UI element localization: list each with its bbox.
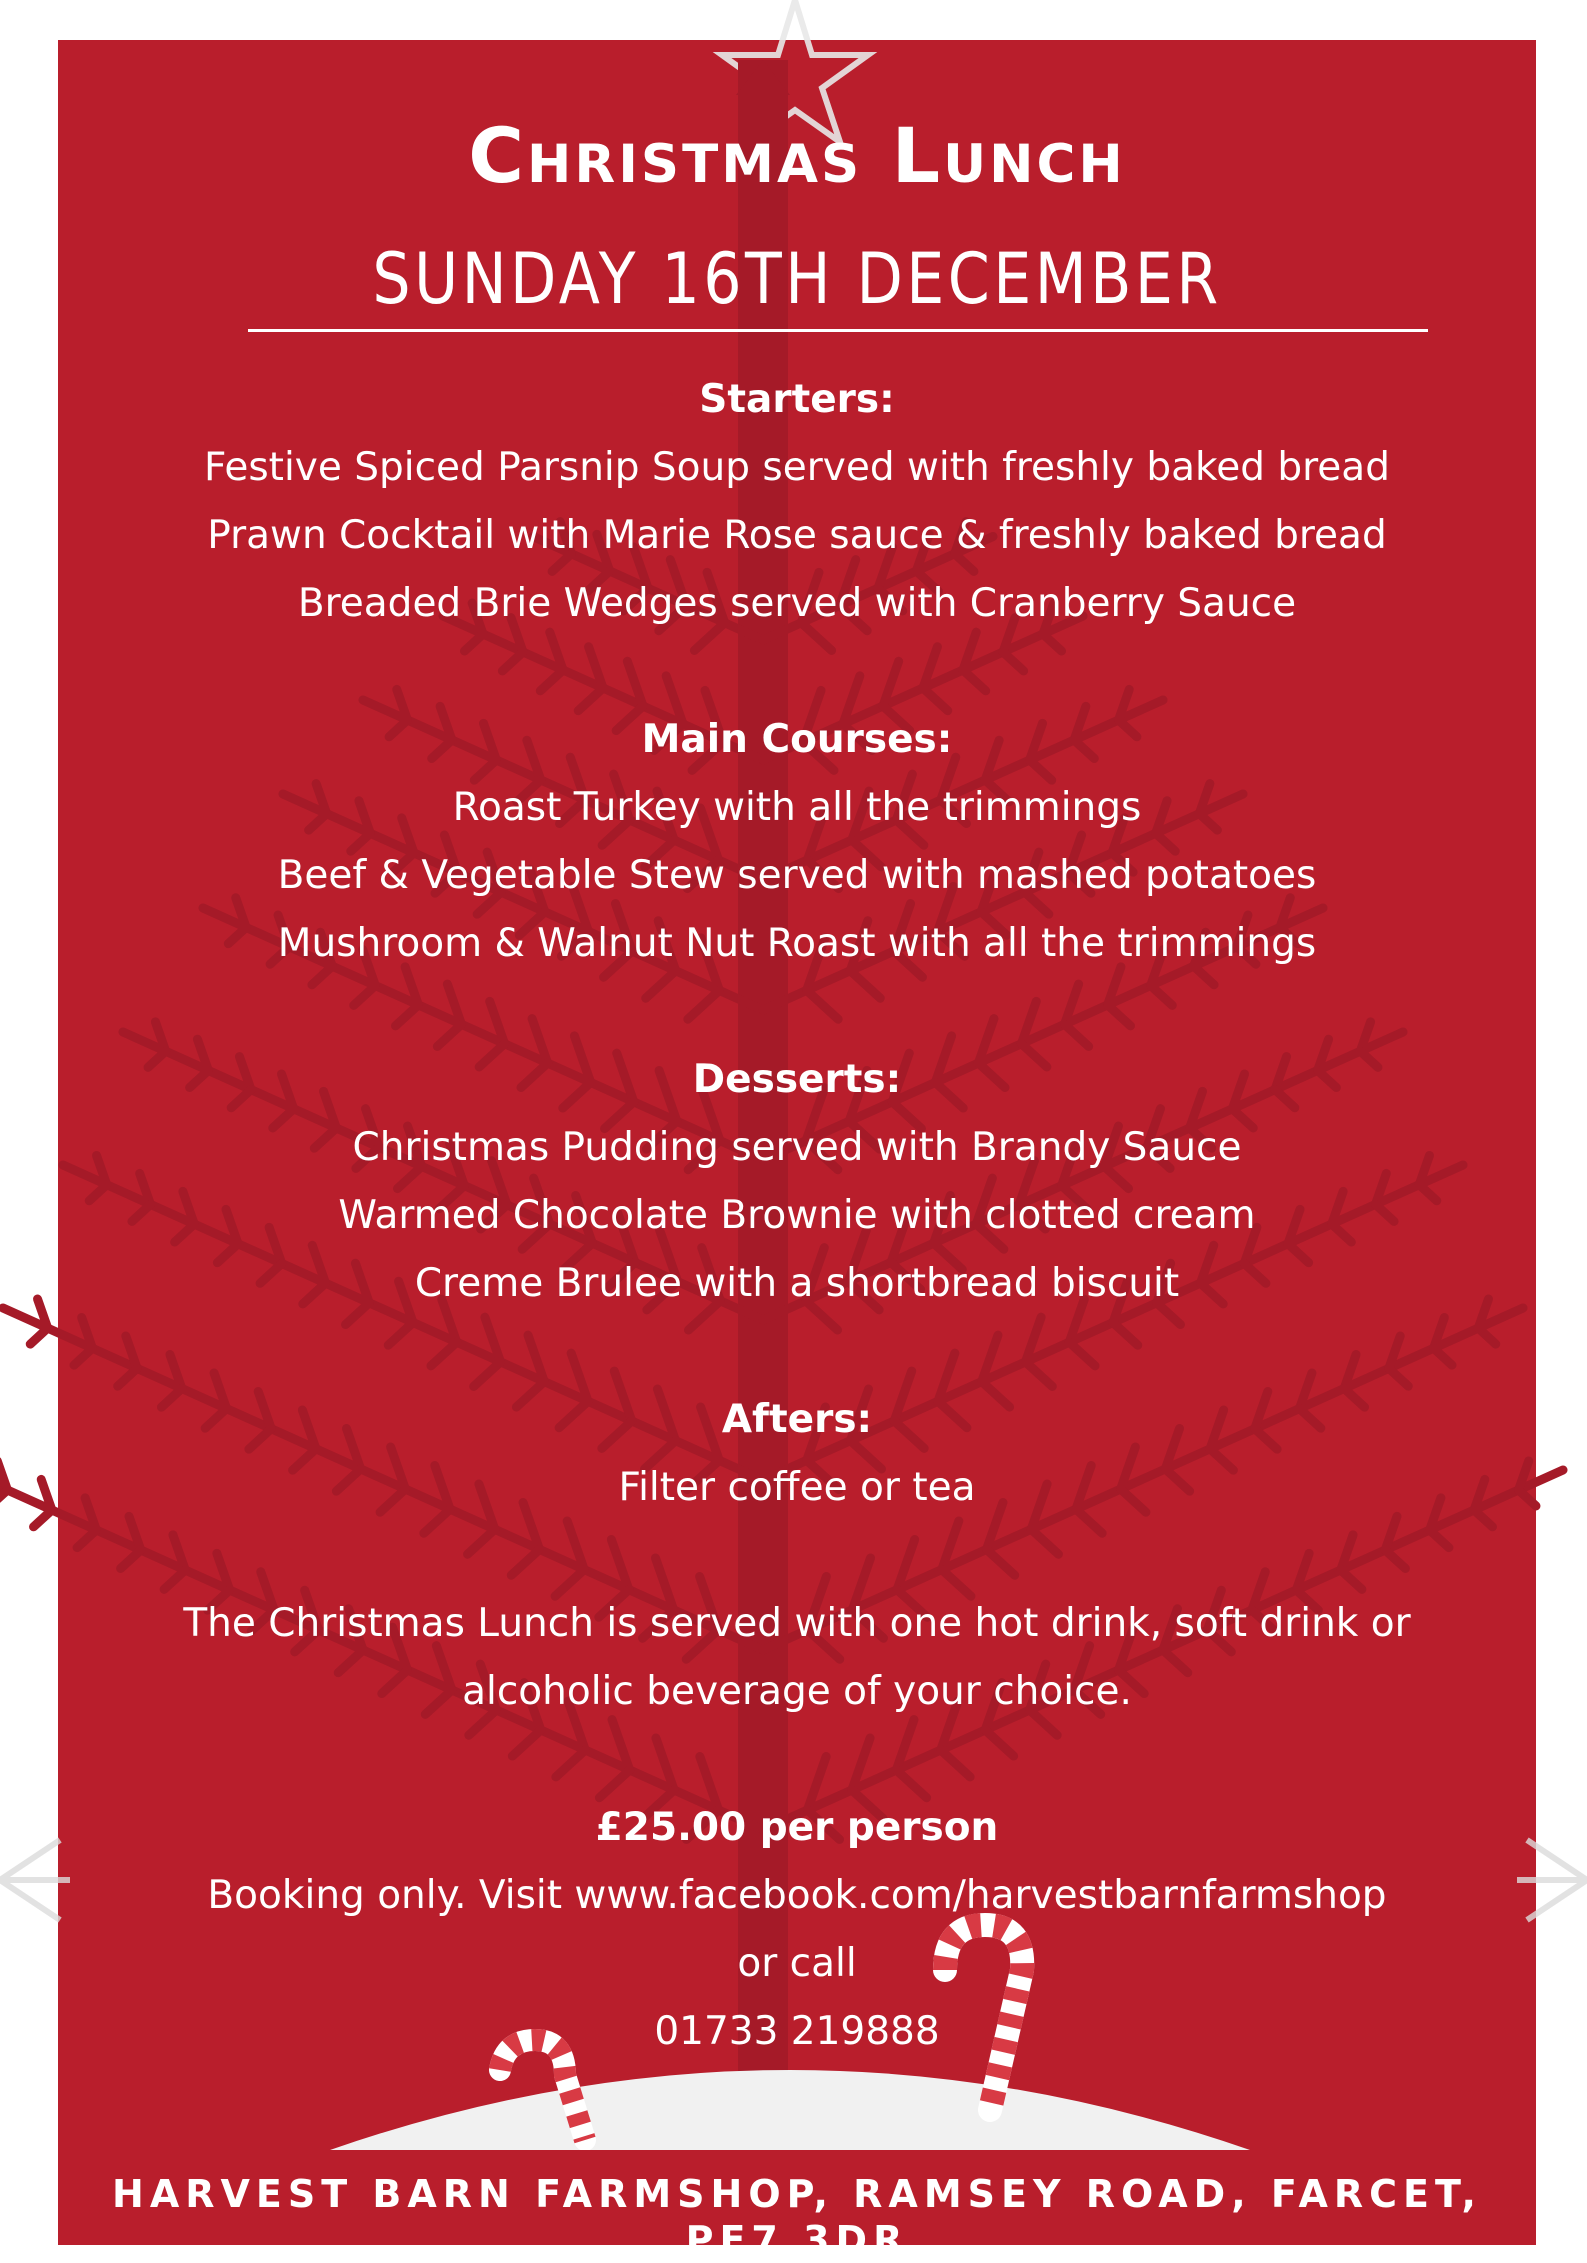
menu-item: Filter coffee or tea	[618, 1465, 976, 1510]
or-call-text: or call	[737, 1941, 857, 1986]
menu-item: Beef & Vegetable Stew served with mashed potatoes	[277, 853, 1317, 898]
snow-hill	[330, 2070, 1250, 2150]
menu-item: Mushroom & Walnut Nut Roast with all the trimmings	[277, 921, 1317, 966]
footer-address: HARVEST BARN FARMSHOP, RAMSEY ROAD, FARCET, PE7 3DR	[112, 2172, 1482, 2262]
menu-item: Warmed Chocolate Brownie with clotted cream	[338, 1193, 1256, 1238]
menu-item: Festive Spiced Parsnip Soup served with freshly baked bread	[204, 445, 1390, 490]
event-date: SUNDAY 16TH DECEMBER	[372, 238, 1222, 320]
menu-item: Roast Turkey with all the trimmings	[452, 785, 1142, 830]
booking-info: Booking only. Visit www.facebook.com/harvestbarnfarmshop	[207, 1873, 1387, 1918]
desserts-heading: Desserts:	[692, 1057, 902, 1102]
drink-note: The Christmas Lunch is served with one hot drink, soft drink or	[183, 1601, 1411, 1646]
menu-item: Prawn Cocktail with Marie Rose sauce & freshly baked bread	[207, 513, 1387, 558]
menu-item: Christmas Pudding served with Brandy Sauce	[352, 1125, 1242, 1170]
menu-body	[58, 366, 1536, 2066]
page-title: Christmas Lunch	[468, 111, 1126, 200]
title-divider	[248, 329, 1428, 332]
drink-note: alcoholic beverage of your choice.	[462, 1669, 1132, 1714]
price: £25.00 per person	[595, 1805, 999, 1850]
phone-number: 01733 219888	[654, 2009, 940, 2054]
starters-heading: Starters:	[699, 377, 895, 422]
menu-item: Creme Brulee with a shortbread biscuit	[414, 1261, 1180, 1306]
mains-heading: Main Courses:	[641, 717, 953, 762]
afters-heading: Afters:	[721, 1397, 873, 1442]
menu-item: Breaded Brie Wedges served with Cranberry Sauce	[297, 581, 1297, 626]
